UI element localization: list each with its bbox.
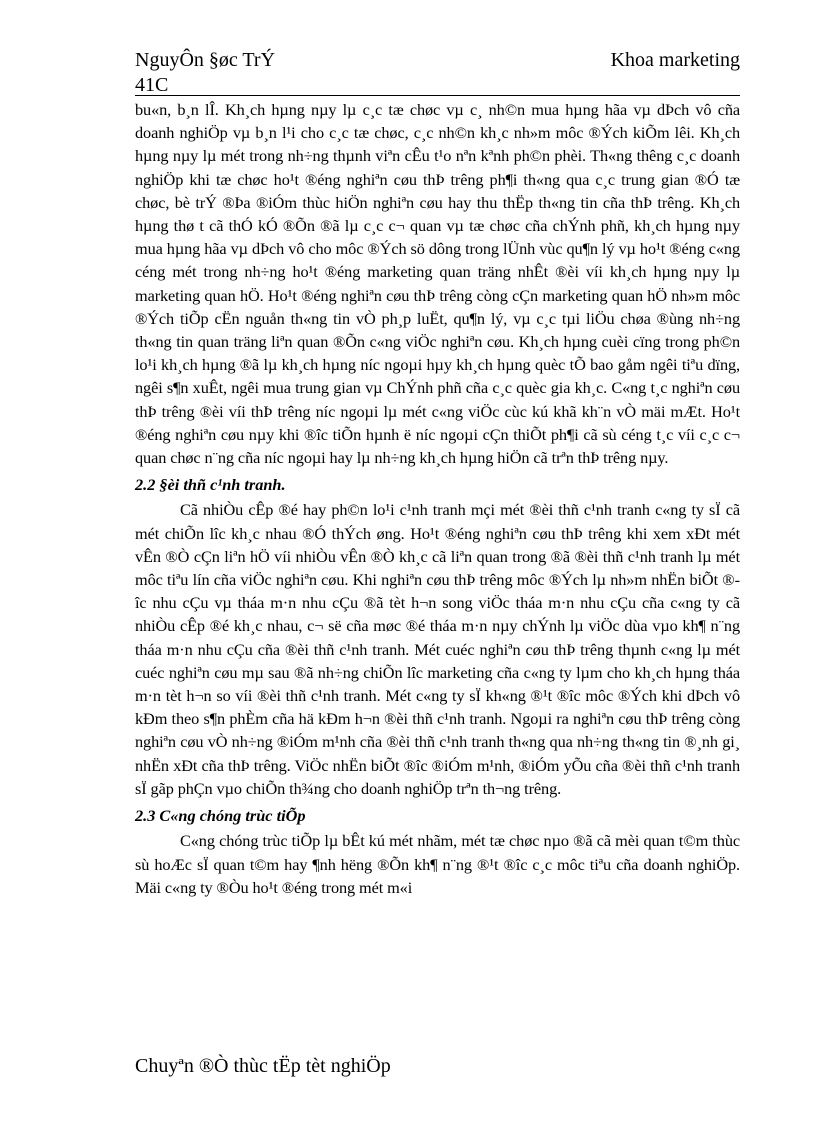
page-footer: Chuyªn ®Ò thùc tËp tèt nghiÖp — [135, 1055, 391, 1077]
section-heading-competitors: 2.2 §èi thñ c¹nh tranh. — [135, 475, 286, 495]
author-class: 41C — [135, 74, 169, 96]
author-block — [135, 48, 275, 98]
section-heading-public: 2.3 C«ng chóng trùc tiÕp — [135, 806, 306, 826]
faculty-name: Khoa marketing — [610, 49, 740, 71]
author-name: NguyÔn §øc TrÝ — [135, 49, 276, 71]
paragraph-competitors: Cã nhiÒu cÊp ®é hay ph©n lo¹i c¹nh tranh mçi mét ®èi thñ c¹nh tranh c«ng ty sÏ cã mét chiÕn lîc kh¸c nhau ®Ó thÝch øng. Ho¹t ®éng nghiªn cøu thÞ trêng khi xem xÐt mét vÊn ®Ò cÇn liªn hÖ víi nhiÒu vÊn ®Ò kh¸c cã liªn quan trong ®ã ®èi thñ c¹nh tranh lµ mét môc tiªu lín cña viÖc nghiªn cøu. Khi nghiªn cøu thÞ trêng môc ®Ých lµ nh»m nhËn biÕt ®îc nhu cÇu vµ tháa m·n nhu cÇu ®ã tèt h¬n song viÖc tháa m·n nhu cÇu cña c«ng ty cã nhiÒu cÊp ®é kh¸c nhau, c¬ së cña møc ®é tháa m·n nµy chÝnh lµ viÖc dùa vµo kh¶ n¨ng tháa m·n nhu cÇu cña ®èi thñ c¹nh tranh. Mét cuéc nghiªn cøu thÞ trêng thµnh c«ng lµ mét cuéc nghiªn cøu mµ sau ®ã nh÷ng chiÕn lîc marketing cña c«ng ty lµm cho kh¸ch hµng tháa m·n tèt h¬n so víi ®èi thñ c¹nh tranh. Mét c«ng ty sÏ kh«ng ®¹t ®îc môc ®Ých khi dÞch vô kÐm theo s¶n phÈm cña hä kÐm h¬n ®èi thñ c¹nh tranh. Ngoµi ra nghiªn cøu thÞ trêng còng nghiªn cøu vÒ nh÷ng ®iÓm m¹nh cña ®èi thñ c¹nh tranh th«ng qua nh÷ng th«ng tin ®¸nh gi¸ nhËn xÐt cña thÞ trêng. ViÖc nhËn biÕt ®îc ®iÓm m¹nh, ®iÓm yÕu cña ®èi thñ c¹nh tranh sÏ gãp phÇn vµo chiÕn th¾ng cho doanh nghiÖp trªn th¬ng trêng. — [135, 500, 740, 798]
document-body — [135, 98, 740, 899]
paragraph-public: C«ng chóng trùc tiÕp lµ bÊt kú mét nhãm, mét tæ chøc nµo ®ã cã mèi quan t©m thùc sù hoÆc sÏ quan t©m hay ¶nh hëng ®Õn kh¶ n¨ng ®¹t ®îc c¸c môc tiªu cña doanh nghiÖp. Mäi c«ng ty ®Òu ho¹t ®éng trong mét m«i — [135, 831, 740, 897]
paragraph-customers: bu«n, b¸n lÎ. Kh¸ch hµng nµy lµ c¸c tæ chøc vµ c¸ nh©n mua hµng hãa vµ dÞch vô cña doanh nghiÖp vµ b¸n l¹i cho c¸c tæ chøc, c¸c nh©n kh¸c nh»m môc ®Ých kiÕm lêi. Kh¸ch hµng nµy lµ mét trong nh÷ng thµnh viªn cÊu t¹o nªn kªnh ph©n phèi. Th«ng thêng c¸c doanh nghiÖp khi tæ chøc ho¹t ®éng nghiªn cøu thÞ trêng ph¶i th«ng qua c¸c trung gian ®Ó tæ chøc, bè trÝ ®Þa ®iÓm thùc hiÖn nghiªn cøu hay thu thËp th«ng tin cña thÞ trêng. Kh¸ch hµng thø t cã thÓ kÓ ®Õn ®ã lµ c¸c c¬ quan vµ tæ chøc cña chÝnh phñ, kh¸ch hµng nµy mua hµng hãa vµ dÞch vô cho môc ®Ých sö dông trong lÜnh vùc qu¶n lý vµ ho¹t ®éng c«ng céng mét trong nh÷ng ho¹t ®éng marketing quan träng nhÊt ®èi víi kh¸ch hµng nµy lµ marketing quan hÖ. Ho¹t ®éng nghiªn cøu thÞ trêng còng cÇn marketing quan hÖ nh»m môc ®Ých tiÕp cËn nguån th«ng tin vÒ ph¸p luËt, qu¶n lý, vµ c¸c tµi liÖu chøa ®ùng nh÷ng th«ng tin quan träng liªn quan ®Õn c«ng viÖc nghiªn cøu. Kh¸ch hµng cuèi cïng trong ph©n lo¹i kh¸ch hµng ®ã lµ kh¸ch hµng níc ngoµi hµy kh¸ch hµng quèc tÕ bao gåm ngêi tiªu dïng, ngêi s¶n xuÊt, ngêi mua trung gian vµ ChÝnh phñ cña c¸c quèc gia kh¸c. C«ng t¸c nghiªn cøu thÞ trêng ®èi víi thÞ trêng níc ngoµi lµ mét c«ng viÖc cùc kú khã kh¨n vÒ mäi mÆt. Ho¹t ®éng nghiªn cøu nµy khi ®îc tiÕn hµnh ë níc ngoµi cÇn thiÕt ph¶i cã sù céng t¸c víi c¸c c¬ quan chøc n¨ng cña níc ngoµi hay lµ nh÷ng kh¸ch hµng hiÖn cã trªn thÞ trêng nµy. — [135, 100, 740, 468]
page-header — [135, 48, 740, 98]
header-divider — [135, 95, 740, 96]
